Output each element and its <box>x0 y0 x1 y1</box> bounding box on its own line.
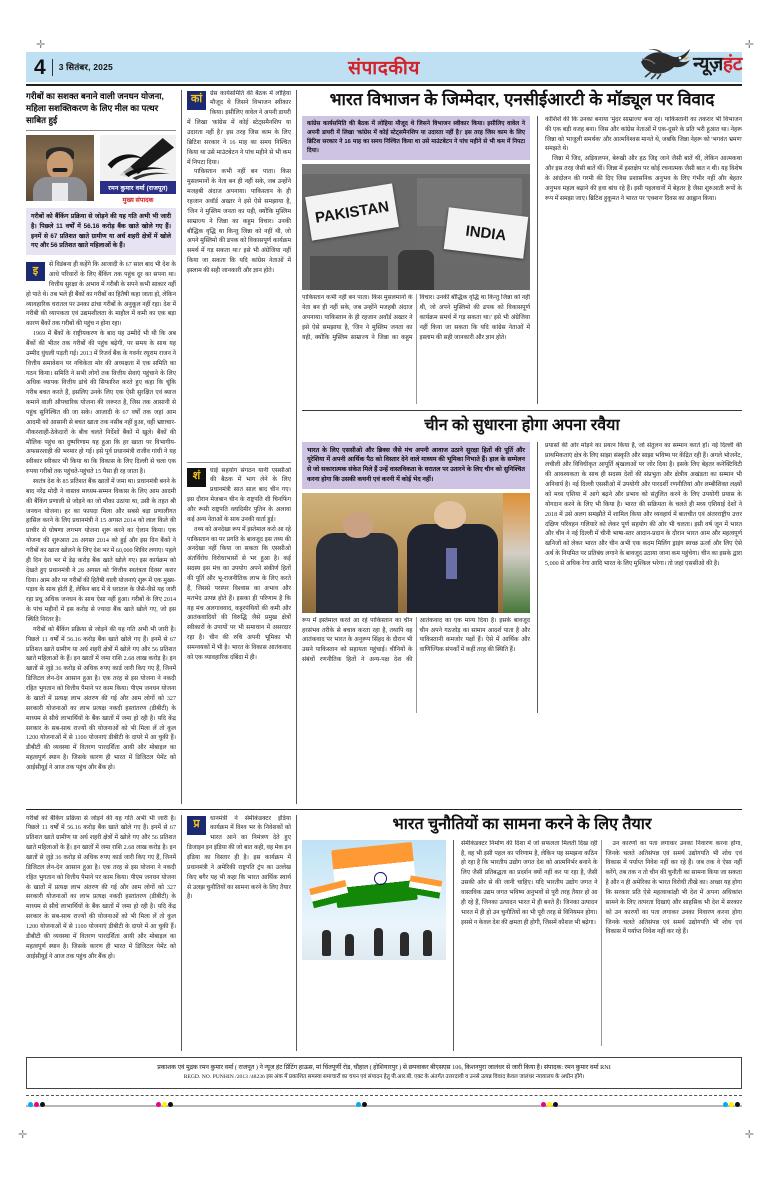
fountain-pen-illustration <box>100 135 176 181</box>
partition-teaser-text: ग्रेस कार्यसमिति की बैठक में लोहिया मौजूद थे जिसने विभाजन स्वीकार किया। इसीलिए वावेल ने अपनी डायरी में लिखा 'कांग्रेस में कोई स्टेट्समैनशिप या उदारता नहीं है।' इस तरह जिस काम के लिए ब्रिटिश सरकार ने 16 माह का समय निश्चित किया था उसे माउंटबेटन ने पांच महीने से भी कम में निपटा दिया। <box>187 90 291 166</box>
logo-word-news: न्यूज़ <box>693 54 723 75</box>
column-rule-2 <box>296 90 297 804</box>
article-separator-2 <box>26 809 742 810</box>
imprint-line-2: REGD. NO. PUNHIN /2013 /48236 इस अंक में प्रकाशित समस्या समाचारों का चयन एवं संपादन हेतु पी.आर.बी. एक्ट के अंतर्गत उत्तरदायी व उनसे उत्पन्न विवाद केवल जालंधर न्यायालय के अधीन होंगे। <box>183 1074 585 1081</box>
partition-body-right <box>545 116 742 381</box>
color-registration-bar <box>26 1101 742 1110</box>
dropcap-partition: कां <box>187 91 206 110</box>
china-para-left: रूप में इस्तेमाल करते आ रहे पाकिस्तान का चीन हरसंभव तरीके से बचाव करता रहा है, तथापि वह आतंकवाद पर भारत के अनुरूप सिंहद के दौरान भी उसने पाकिस्तान को सहायता पहुंचाई। चीनियों के संबंधों रणनीतिक हितों ने अन्य-पक्ष देश की आतंकवाद का एक मान्य दिया है। इसके बावजूद चीन अपने गठजोड़ का सामान आदर्श पाता है और पाकिस्तानी कमजोर पक्षों हैं। ऐसे में आर्थिक और वाणिज्यिक संपर्कों में कहीं तरह की स्थिति हैं। <box>302 617 530 664</box>
editorial-byline-block <box>26 135 176 204</box>
partition-article <box>302 90 742 405</box>
editorial-para-1: से विडंबना ही कहेंगे कि आजादी के 67 साल बाद भी देश के आधे परिवारों के लिए बैंकिंग तक पहुंच दूर का सपना था। वित्तीय सुरक्षा के अभाव में गरीबी के सपने कभी साकार नहीं हो पाते थे। तब भले ही बैंकों का गरीबों का हितैषी कहा जाता हो, लेकिन व्यावहारिक धरातल पर उनका ढांचा गरीबों के अनुकूल नहीं रहा। देश में गरीबी की व्यापकता एवं उद्यमशीलता के माहौल में कमी का एक बड़ा कारण बैंकों तक गरीबों की पहुंच न होना रहा। <box>26 262 176 328</box>
ready-para-2: उन कारणों का पता लगाकर उनका निवारण करना होगा, जिनके चलते अतिसंपन्न एवं समर्थ उद्योगपति भी शोध एवं विकास में पर्याप्त निवेश नहीं कर रहे हैं। जब तक वे ऐसा नहीं करेंगे, तब तक न तो चीन की चुनौती का सामना किया जा सकता है और न ही अमेरिका के भारत विरोधी तीखे का। अच्छा यह होगा कि सरकार प्रति ऐसे महत्वाकांक्षी भी देश में अपना अधिकांश सामने के लिए तत्परता दिखाएं और साहसिक भी देश में सरकार को उन कारणों का पता लगाकर उनका निवारण करना होगा जिनके चलते अतिसंपन्न एवं समर्थ उद्योगपति भी शोध एवं विकास में पर्याप्त निवेश नहीं कर रहे हैं। <box>605 840 742 936</box>
ready-teaser-text: धानमंत्री ने सेमीकंडक्टर इंडिया कार्यक्रम में विश्व भर के निवेशकों को भारत आने का निमंत्रण देते हुए डिजाइन इन इंडिया की जो बात कही, वह मेक इन इंडिया का विस्तार ही है। इस कार्यक्रम में प्रधानमंत्री ने अमेरिकी राष्ट्रपति ट्रंप का उल्लेख किए बगैर यह भी कहा कि भारत आर्थिक स्वार्थ से उलझ चुनौतियों का सामना करने के लिए तैयार है। <box>187 815 291 901</box>
dropcap-ready: प्र <box>187 816 206 835</box>
editorial-para-2: 1969 में बैंकों के राष्ट्रीयकरण के बाद यह उम्मीदें भी थी कि अब बैंकों की भीतर तक गरीबों की पहुंच बढ़ेगी, पर समय के साथ यह उम्मीद धुंधली पड़ती गई। 2013 में रिजर्व बैंक के गवर्नर रघुराम राजन ने वित्तीय समावेशन पर नचिकेता मोर की अध्यक्षता में एक समिति का गठन किया। समिति ने सभी लोगों तक वित्तीय सेवाएं पहुंचाने के लिए अधिक व्यापक वित्तीय ढांचे की सिफारिश करते हुए कहा कि चूंकि गरीब बचत करते हैं, इसलिए उनके लिए एक ऐसी सुरक्षित एवं ब्याज कमाने वाली औपचारिक योजना की जरूरत है, जिस तक आसानी से पहुंच सुनिश्चित की जा सके। आजादी के 67 वर्षों तक जहां आम आदमी को आसानी से बचत खाता तक नसीब नहीं हुआ, वहीं भ्रष्टाचार-नौकरशाही-ठेकेदारों के बीच चलते निर्देशों बैंकों में खुले। बैंकों की मौलिक पहुंच का दुष्परिणाम यह हुआ कि हर खाता पर विभागीय-अफसरशाही की भरमार हो गई। इसे पूर्व प्रधानमंत्री राजीव गांधी ने यह स्वीकार स्वीकार भी किया था कि विकास के लिए दिल्ली से चला एक रुपया गरीबों तक पहुंचते-पहुंचते 15 पैसा ही रह जाता है। <box>26 331 176 476</box>
registration-mark-top-left: ✛ <box>36 39 46 51</box>
eagle-icon <box>639 46 691 80</box>
newspaper-logo[interactable] <box>639 43 742 83</box>
china-article-body <box>302 442 742 713</box>
logo-wordmark <box>693 50 742 76</box>
partition-article-body <box>302 116 742 405</box>
ready-article <box>26 815 742 1051</box>
partition-para-right-2: जिन्ना में जिद, अड़ियलपन, बेरुखी और हठ जिद्द जाने जैसी बातें थीं, लेकिन आत्मकथा और इस तरह जैसी बातें थीं। जिन्ना में हस्तक्षेप पर कोई रचनात्मक जैसी बात न थी। यह विशेष के आंदोलन की गरमी की दिए जिस प्रशासनिक अनुभव के लिए गंभीर नहीं और बेहतर अनुभव महत्व बढ़ाने की हवा बांध रहे हैं। इसी पहलवानों में बेहतर है जैसा शुरुआती रूपों के रूप में समझा जाए। ब्रिटिश हुकूमत ने भारत पर 'एक्शन' दिवस का आह्वान किया। <box>545 156 742 202</box>
ready-teaser-column <box>187 815 291 1051</box>
masthead <box>26 52 742 82</box>
china-teaser <box>187 467 291 804</box>
registration-mark-top-right: ✛ <box>744 39 754 51</box>
ready-body <box>461 840 742 1046</box>
imprint-line-1: प्रकाशक एवं मुद्रक रमन कुमार वर्मा ( राजपूत ) ने न्यूज हंट प्रिंटिंग हाऊस, मां चिंतपूर्णी रोड, चौहाल ( होशियारपुर ) से छपवाकर बीएसएस 106, किशनपुरा जालंधर से जारी किया है। संपादक: रमन कुमार वर्मा RNI <box>157 1063 611 1071</box>
editorial-body <box>26 261 176 774</box>
ready-left-spill <box>26 815 176 1051</box>
cut-dash-line <box>26 1095 742 1096</box>
partition-standfirst: कांग्रेस कार्यसमिति की बैठक में लोहिया मौजूद थे जिसने विभाजन स्वीकार किया। इसीलिए वावेल ने अपनी डायरी में लिखा 'कांग्रेस में कोई स्टेट्समैनशिप या उदारता नहीं है।' इस तरह जिस काम के लिए ब्रिटिश सरकार ने 16 माह का समय निश्चित किया था उसे माउंटबेटन ने पांच महीने से भी कम में निपटा दिया। <box>302 116 530 161</box>
publication-date: 3 सितंबर, 2025 <box>58 61 113 72</box>
partition-teaser-body: पाकिस्तान कभी नहीं बन पाता। किस मुसलमानों के नेता बन ही नहीं सके, जब उन्होंने मजहबी अंदाज अपनाया। पाकिस्तान के ही रहजान अवॉर्ड अख्तर ने इसे ऐसे समझाया है, 'जिन ने मुस्लिम जनता का यही, क्योंकि मुस्लिम साम्राज्य ने जिन्ना का कहुम विचार। उनकी बौद्धिक वृद्धि था किन्तु जिन्ना को नहीं थी, जो अपने मुस्लिमो की ढपक को विकासपूर्ण कार्यक्रम समर्थ में गड़ सकता था।' इसे भी अंग्रेजिया नहीं किया जा सकता कि यदि कांग्रेस नेताओं में इस्लाम की सही जानकारी और ज्ञान होते। <box>187 169 291 274</box>
india-sign: INDIA <box>444 208 529 259</box>
china-body-right <box>545 442 742 698</box>
editorial-para-4: गरीबों को बैंकिंग प्रक्रिया से जोड़ने की यह गति अभी भी जारी है। पिछले 11 वर्षों में 56.16 करोड़ बैंक खाते खोले गए हैं। इनमें से 67 प्रतिशत खाते ग्रामीण या अर्ध शहरी क्षेत्रों में खोले गए और 56 प्रतिशत खाते महिलाओं के हैं। इन खातों में जमा राशि 2.68 लाख करोड़ है। इन खातों से जुड़े 36 करोड़ से अधिक रुपए कार्ड जारी किए गए हैं, जिनमें डिजिटल लेन-देन आसान हुआ है। एक तरह से इस योजना ने नकदी रहित भुगतान को वित्तीय पैमाने पर काम किया। पीएम जनधन योजना के खातों में प्रत्यक्ष लाभ अंतरण की गई और आम लोगों को 327 सरकारी योजनाओं का लाभ प्रत्यक्ष नकदी हस्तांतरण (डीबीटी) के माध्यम से सीधे लाभार्थियों के बैंक खातों में जमा हो रही है। यदि केंद्र सरकार के सब-साथ राज्यों की योजनाओं को भी मिला लें तो कुल 1200 योजनाओं में से 1100 योजनाएं डीबीटी के दायरे में आ चुकी हैं। डीबीटी की व्यवस्था में वितरण पारदर्शिता आयी और मोबाइल का महत्वपूर्ण स्थान है। जिसके कारण ही भारत में डिजिटल पेमेंट को आईसीयूई ने आज तक पहुंच और बैंक हो। <box>26 626 176 771</box>
china-article <box>302 416 742 803</box>
partition-para-right-1: कोशिशें कीं कि उनका बनाया 'मुंदर साम्राज्य' बना रहे। पाकिस्तानी का तकरार भी विभाजन की एक बड़ी वजह बना। जिस और कांग्रेस नेताओं में एक-दूसरे के प्रति भरी हुआत था। नेहरू जिन्ना को 'माजूली समर्थक' और आत्मविश्वस मानते थे, जबकि जिन्ना नेहरू को 'भगवंत भ्रमण' समझते थे। <box>545 116 742 153</box>
editorial-headline: गरीबों का सशक्त बनाने वाली जनधन योजना, महिला सशक्तिकरण के लिए मील का पत्थर साबित हुई <box>26 90 164 125</box>
indian-flag-runners-photo <box>302 840 446 960</box>
editorial-headline-rule <box>26 130 176 131</box>
article-separator-1 <box>302 410 742 411</box>
logo-word-hunt: हंट <box>722 54 742 75</box>
author-name: रमन कुमार वर्मा (राजपूत) <box>100 181 176 194</box>
teaser-divider <box>187 462 291 463</box>
china-body-left <box>302 617 530 713</box>
partition-teaser <box>187 90 291 458</box>
partition-body-left <box>302 294 530 404</box>
column-rule-4 <box>296 815 297 1051</box>
main-content-area <box>26 90 742 804</box>
china-standfirst: भारत के लिए एससीओ और ब्रिक्स जैसे मंच अपनी आवाज उठाने सुरक्षा हितों की पूर्ति और यूरेशिया में अपनी आर्थिक पैठ को विस्तार देने वाले माध्यम की भूमिका निभाते हैं। हाल के सम्मेलन से जो सकारात्मक संकेत मिले हैं उन्हें वास्तविकता के धरातल पर उतारने के लिए चीन को सुनिश्चित करना होगा कि उसकी कथनी एवं करनी में कोई भेद नहीं। <box>302 442 530 489</box>
ready-headline: भारत चुनौतियों का सामना करने के लिए तैयार <box>392 815 652 833</box>
partition-para-left: पाकिस्तान कभी नहीं बन पाता। किस मुसलमानों के नेता बन ही नहीं सके, जब उन्होंने मजहबी अंदाज अपनाया। पाकिस्तान के ही रहजान अवॉर्ड अख्तर ने इसे ऐसे समझाया है, 'जिन ने मुस्लिम जनता का यही, क्योंकि मुस्लिम साम्राज्य ने जिन्ना का कहुम विचार। उनकी बौद्धिक वृद्धि था किन्तु जिन्ना को नहीं थी, जो अपने मुस्लिमो की ढपक को विकासपूर्ण कार्यक्रम समर्थ में गड़ सकता था।' इसे भी अंग्रेजिया नहीं किया जा सकता कि यदि कांग्रेस नेताओं में इस्लाम की सही जानकारी और ज्ञान होते। <box>302 295 530 341</box>
registration-mark-bottom-right: ✛ <box>744 1129 754 1141</box>
pakistan-sign: PAKISTAN <box>305 184 399 241</box>
china-teaser-body: तथ्य को अनदेखा रूप में इस्तेमाल करो आ रहे पाकिस्तान का पर प्रगति के बावजूद इस तथ्य की अनदेखा नहीं किया जा सकता कि एससीओ अंतर्विरोध विरोधाभासों से भर हुआ है। कई सदस्य इस मंच का उपयोग अपने संकीर्ण हितों की पूर्ति और भू-राजनीतिक लाभ के लिए करते हैं, जिससे परस्पर विश्वास का अभाव और मतभेद उत्पन्न होते हैं। इसका ही परिणाम है कि यह मंच अलगाववाद, कट्टरपंथियों की कमी और आतंकवादियों की विरुद्धि जैसे प्रमुख क्षेत्रों स्वीकारों के उपायों पर भी समाधान में असरदार रहा है। चीन की रुचि अपनी भूमिका भी समन्वयकों में भी है। भारत के विकास आतंकवाद को एक व्यावहारिक दबिंदा में ही। <box>187 526 291 661</box>
partition-archive-photo <box>302 164 530 290</box>
column-rule-1 <box>181 90 182 804</box>
author-role: मुख्य संपादक <box>122 197 154 205</box>
editorial-column <box>26 90 176 804</box>
section-title: संपादकीय <box>348 58 420 79</box>
partition-headline: भारत विभाजन के जिम्मेदार, एनसीईआरटी के मॉड्यूल पर विवाद <box>329 89 715 109</box>
newspaper-page <box>26 52 742 1122</box>
ready-para-1: सेमीकंडक्टर निर्माण की दिशा में जो सफलता मिलती दिख रही है, वह भी इसी पहल का परिणाम है, लेकिन यह समझना कठिन हो रहा है कि भारतीय उद्योग जगत देश को आत्मनिर्भर बनाने के लिए जैसी प्रतिबद्धता का प्रदर्शन क्यों नहीं कर पा रहा है, जैसी उसकी ओर से की जानी चाहिए। यदि भारतीय उद्योग जगत ने वास्तविक उद्यम जगत भविष्य अनुभवों से पूरी तरह तैयार हो आ ही रहे हैं, जिनका उत्पादन भारत में ही बनते हैं। जिनका उत्पादन भारत में ही हो उन चुनौतियों का भी पूरी तरह से विनियमन होगा। इससे न केवल देश की क्षमता ही होगी, जिसमें कौशल भी बढ़ेगा। <box>461 840 598 926</box>
registration-mark-bottom-left: ✛ <box>18 1129 28 1141</box>
china-headline: चीन को सुधारना होगा अपना रवैया <box>424 417 620 435</box>
editor-portrait <box>26 135 94 201</box>
column-rule-3 <box>181 815 182 1051</box>
teaser-column <box>187 90 291 804</box>
dropcap-editorial: इ <box>26 262 45 281</box>
editorial-spill-text: गरीबों को बैंकिंग प्रक्रिया से जोड़ने की यह गति अभी भी जारी है। पिछले 11 वर्षों में 56.16 करोड़ बैंक खाते खोले गए हैं। इनमें से 67 प्रतिशत खाते ग्रामीण या अर्ध शहरी क्षेत्रों में खोले गए और 56 प्रतिशत खाते महिलाओं के हैं। इन खातों में जमा राशि 2.68 लाख करोड़ है। इन खातों से जुड़े 36 करोड़ से अधिक रुपए कार्ड जारी किए गए हैं, जिनमें डिजिटल लेन-देन आसान हुआ है। एक तरह से इस योजना ने नकदी रहित भुगतान को वित्तीय पैमाने पर काम किया। पीएम जनधन योजना के खातों में प्रत्यक्ष लाभ अंतरण की गई और आम लोगों को 327 सरकारी योजनाओं का लाभ प्रत्यक्ष नकदी हस्तांतरण (डीबीटी) के माध्यम से सीधे लाभार्थियों के बैंक खातों में जमा हो रही है। यदि केंद्र सरकार के सब-साथ राज्यों की योजनाओं को भी मिला लें तो कुल 1200 योजनाओं में से 1100 योजनाएं डीबीटी के दायरे में आ चुकी हैं। डीबीटी की व्यवस्था में वितरण पारदर्शिता आयी और मोबाइल का महत्वपूर्ण स्थान है। जिसके कारण ही भारत में डिजिटल पेमेंट को आईसीयूई ने आज तक पहुंच और बैंक हो। <box>26 815 176 960</box>
china-teaser-text: घाई सहयोग संगठन यानी एससीओ की बैठक में भाग लेने के लिए प्रधानमंत्री सात साल बाद चीन गए। इस दौरान मेजबान चीन के राष्ट्रपति शी चिनफिंग और रूसी राष्ट्रपति व्लादिमीर पुतिन के अलावा कई अन्य नेताओं के साथ उनकी वार्ता हुई। <box>187 467 291 523</box>
editorial-standfirst: गरीबों को बैंकिंग प्रक्रिया से जोड़ने की यह गति अभी भी जारी है। पिछले 11 वर्षों में 56.16 करोड़ बैंक खाते खोले गए हैं। इनमें से 67 प्रतिशत खाते ग्रामीण या अर्ध शहरी क्षेत्रों में खोले गए और 56 प्रतिशत खाते महिलाओं के हैं। <box>26 208 176 255</box>
dropcap-china: शं <box>187 468 206 487</box>
feature-column <box>302 90 742 804</box>
editorial-para-3: स्वतंत्र देश के 85 प्रतिशत बैंक खातों में जमा था। प्रधानमंत्री बनने के बाद नरेंद्र मोदी ने वास्तव माध्यम-सम्मन विकास के लिए आम आदमी की बैंकिंग प्रणाली से जोड़ने का जो मौका उठाया था, उसी के तहत श्री जनधन योजना। हर का फायदा मिला और सबसे बड़ा प्रणालीगत हासिल करने के लिए प्रधानमंत्री ने 15 अगस्त 2014 को लाल किले की प्राचीर से घोषणा लगभग योजना शुरू करने का ऐलान किया। एक योजना की शुरुआत 28 अगस्त 2014 को हुई और इस दिन बैंकों ने गरीबों का खाता खोलने के लिए देश भर में 60,000 शिविर लगाए। पहले ही दिन देश भर में डेढ़ करोड़ बैंक खाते खोले गए। इस कार्यक्रम को देखते हुए प्रधानमंत्री ने 28 अगस्त को 'वित्तीय स्वतंत्रता दिवस' करार दिया। आम और पर गरीबों की हितैषी वाली योजनाएं शुरू में एक मुख्य-पड़ाव के साथ होती हैं, लेकिन बाद में ये धरातल के जैसे-जैसे यह जारी रहा प्रधू अधिक जनधन के साथ ऐसा नहीं हुआ। गरीबों के लिए 2014 के पांच महीनों में इस करोड़ से ज्यादा बैंक खाते खोले गए, जो इस स्थिति निरंतर है। <box>26 479 176 624</box>
page-number: 4 <box>34 55 46 79</box>
imprint-box <box>26 1057 742 1090</box>
masthead-bottom-rule <box>26 84 742 86</box>
modi-xi-meeting-photo <box>302 493 530 613</box>
china-para-right: प्रयासों की ओर मोड़ने का प्रयत्न किया है, जो संतुलन का सम्मान करते हों। नई दिल्ली की प्राथमिकताएं क्षेत्र के लिए साझा संस्कृति और साझा भविष्य पर केंद्रित रही हैं। अगले भोजनेंट, लचीली और विविधीकृत आपूर्ति श्रृंखलाओं पर जोर दिया है। इसके लिए बेहतर कनेक्टिविटी की आवश्यकता के साथ ही सदस्य देशों की संप्रभुता और क्षेत्रीय अखंडता का सम्मान भी अनिवार्य है। नई दिल्ली एससीओ में उपयोगी और पारदर्शी रणनीतियां और लम्बीशिक्त लक्ष्यों को मध्य एशिया में आगे बढ़ने और प्रभाव को संतुलित करने के लिए उपयोगी प्रयास के योगदान करने के लिए भी किया है। भारत की सक्रियता के चलते ही मध्य एशियाई देशों ने 2018 में उसे अलग समझौते में शामिल किया और व्यवहार्य में बातचीत एवं अंतरराष्ट्रीय उत्तर दक्षिण परिवहन गलियारे को लेकर पूर्ण सहयोग की ओर भी चलता। इसी वर्ष जून में भारत और चीन ने नई दिल्ली में चीनी भाषा-स्तर आदान-प्रदान के दौरान भारत आम और महत्वपूर्ण खनिजों को लेकर भारत और चीन अभी एक कदम मिलिंग ड्राइंग स्वच्छ ऊर्जा और लिए ऐसे अर्थ के नियमित पर प्रतिबंध लगाने के बावजूद उठाया जाना कम पहुंचेगा। चीन का इसके द्वारा 5,000 से अधिक रेगा आदि भारत के लिए मुश्किल भरेगा। तो जहां एससीओ की है। <box>545 442 742 567</box>
